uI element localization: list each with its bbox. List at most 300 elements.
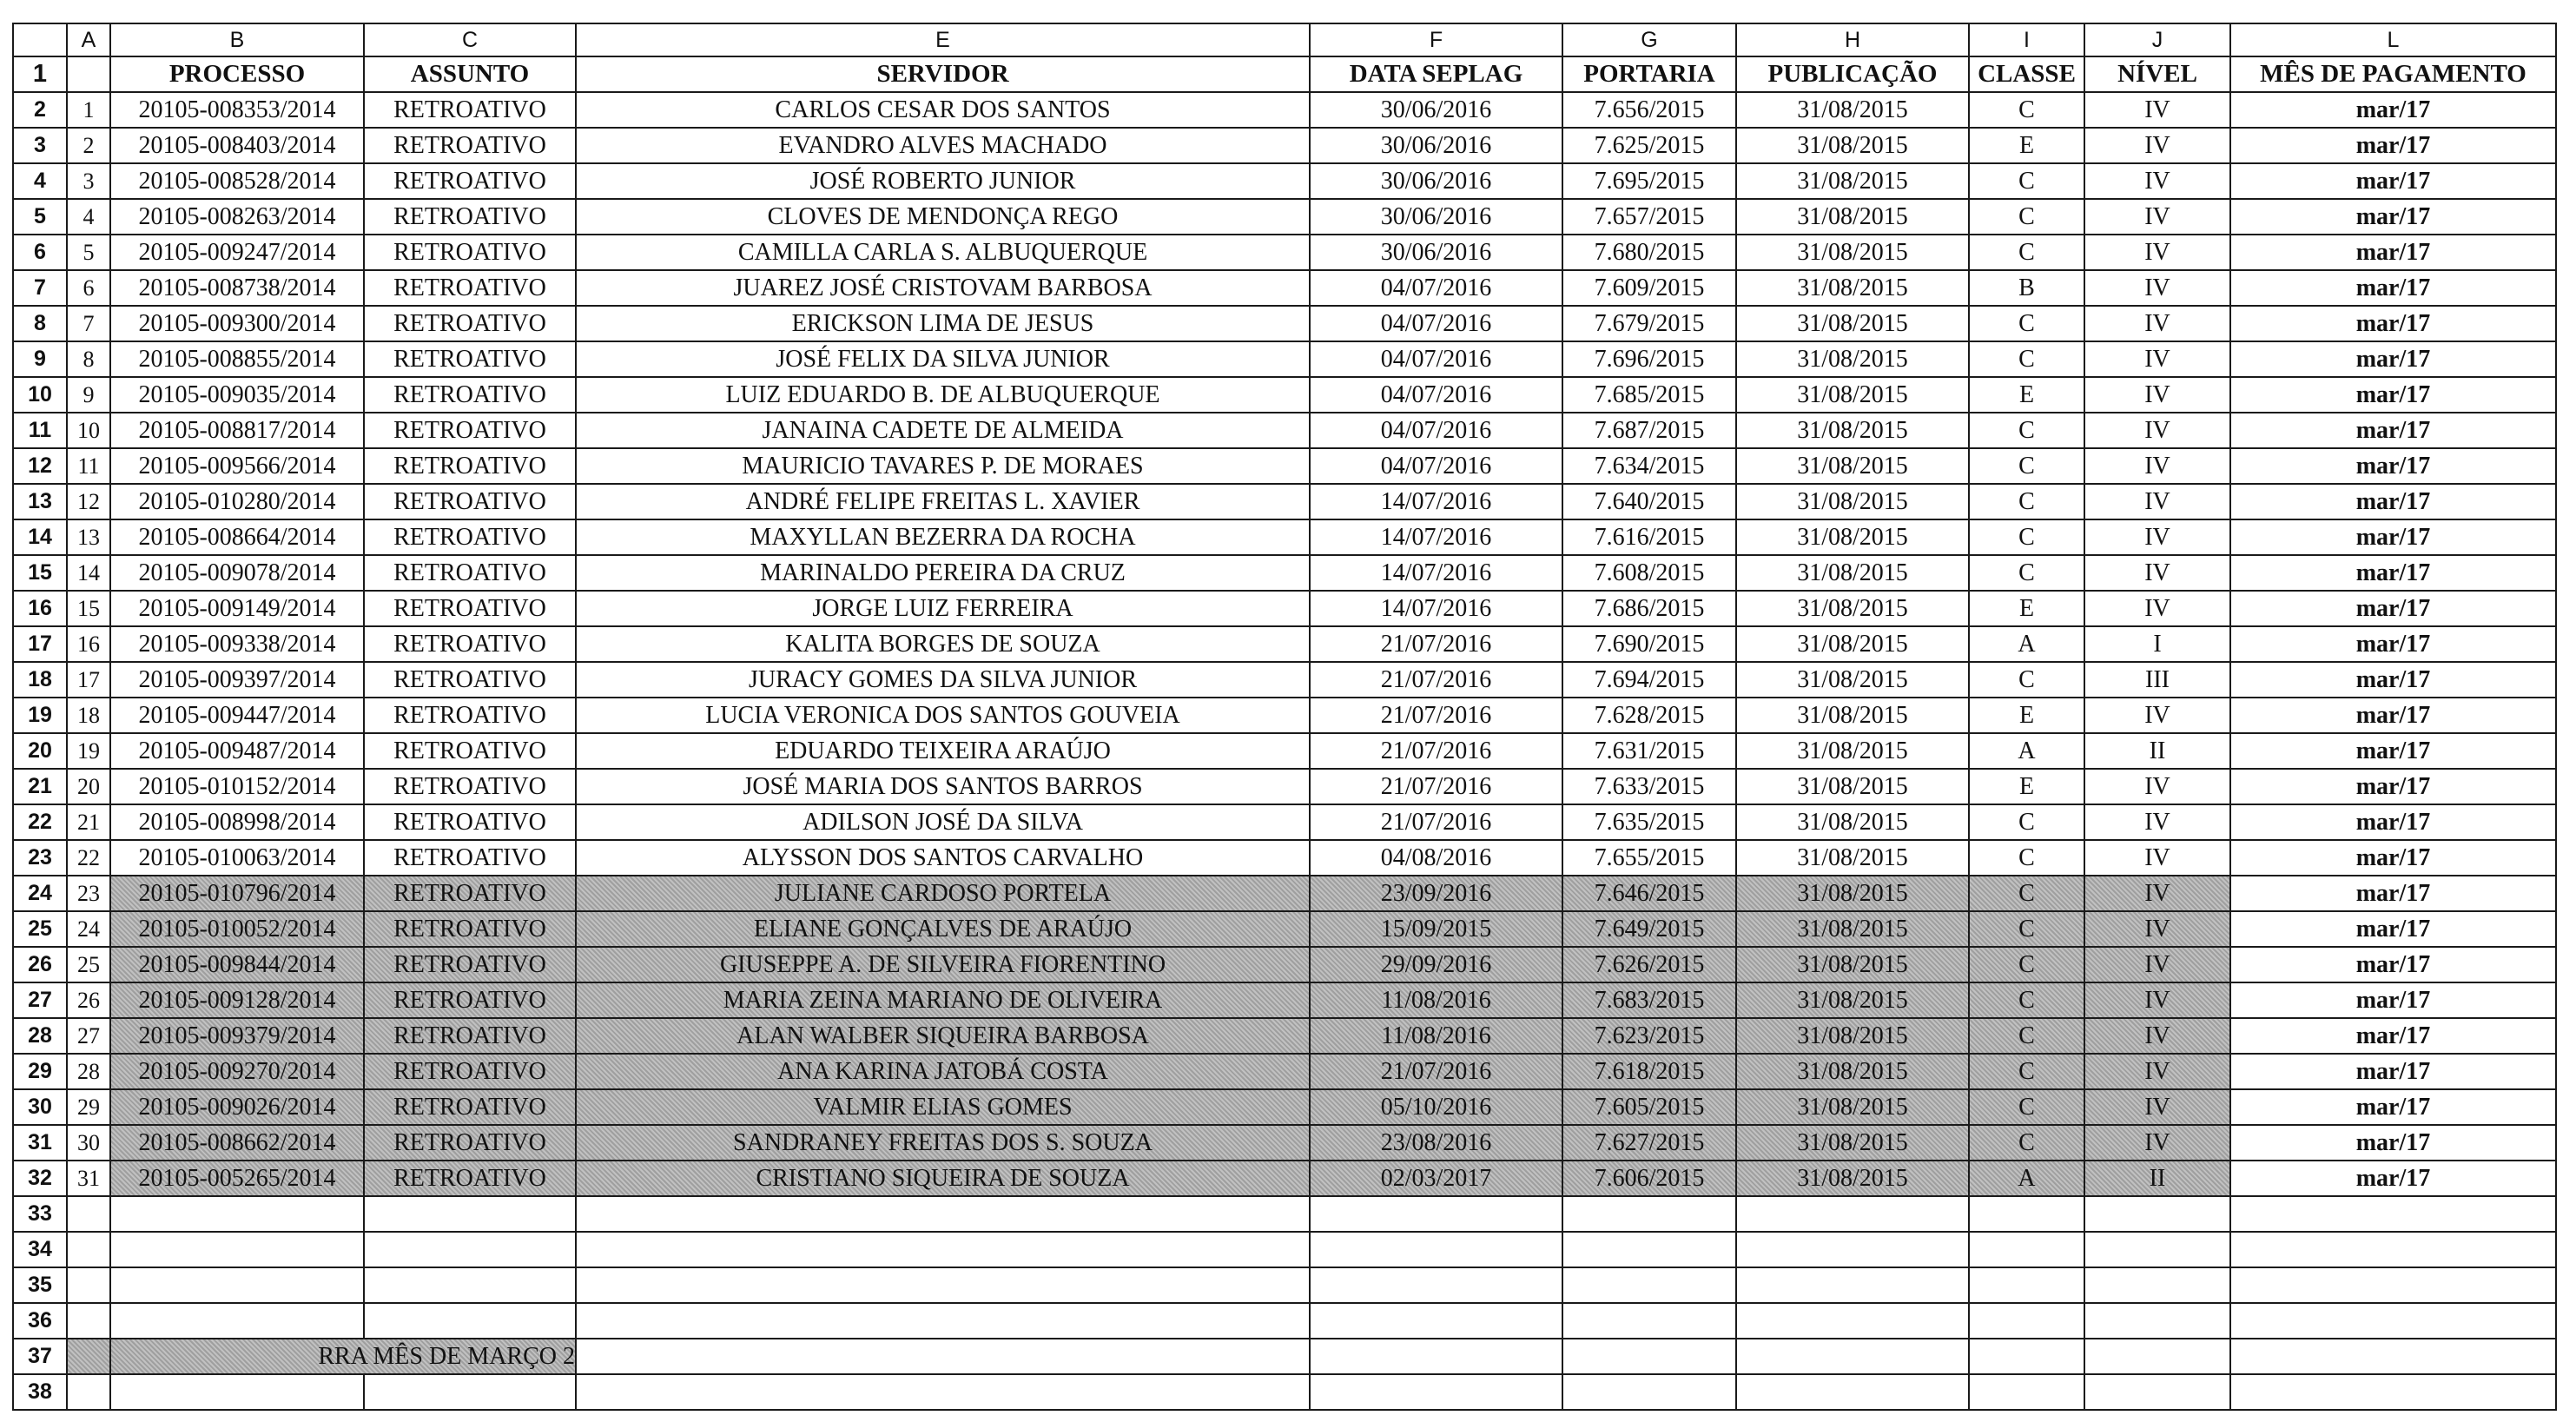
cell-assunto[interactable]: RETROATIVO (364, 733, 576, 769)
cell-data-seplag[interactable]: 21/07/2016 (1310, 804, 1562, 840)
cell-assunto[interactable]: RETROATIVO (364, 769, 576, 804)
cell-data-seplag[interactable]: 15/09/2015 (1310, 911, 1562, 947)
row-number[interactable]: 37 (13, 1339, 67, 1374)
cell-processo[interactable]: 20105-008855/2014 (110, 341, 364, 377)
cell-servidor[interactable]: JOSÉ MARIA DOS SANTOS BARROS (576, 769, 1310, 804)
cell-mes-pagamento[interactable]: mar/17 (2230, 270, 2556, 306)
cell-publicacao[interactable]: 31/08/2015 (1736, 982, 1969, 1018)
cell-servidor[interactable]: LUIZ EDUARDO B. DE ALBUQUERQUE (576, 377, 1310, 413)
cell-processo[interactable]: 20105-008263/2014 (110, 199, 364, 235)
cell-servidor[interactable]: JANAINA CADETE DE ALMEIDA (576, 413, 1310, 448)
cell-assunto[interactable]: RETROATIVO (364, 306, 576, 341)
cell-index[interactable]: 6 (67, 270, 110, 306)
cell[interactable] (1736, 1196, 1969, 1232)
row-number[interactable]: 11 (13, 413, 67, 448)
row-number[interactable]: 38 (13, 1374, 67, 1410)
cell-servidor[interactable]: LUCIA VERONICA DOS SANTOS GOUVEIA (576, 698, 1310, 733)
cell-index[interactable]: 1 (67, 92, 110, 128)
column-header-e[interactable]: E (576, 23, 1310, 56)
cell-portaria[interactable]: 7.625/2015 (1562, 128, 1736, 163)
cell-classe[interactable]: E (1969, 377, 2084, 413)
cell-nivel[interactable]: IV (2084, 591, 2230, 626)
cell[interactable] (2230, 1232, 2556, 1267)
cell-processo[interactable]: 20105-009397/2014 (110, 662, 364, 698)
cell-processo[interactable]: 20105-010796/2014 (110, 876, 364, 911)
cell-index[interactable]: 2 (67, 128, 110, 163)
cell-classe[interactable]: C (1969, 306, 2084, 341)
cell-portaria[interactable]: 7.634/2015 (1562, 448, 1736, 484)
cell-nivel[interactable]: IV (2084, 911, 2230, 947)
cell-processo[interactable]: 20105-008817/2014 (110, 413, 364, 448)
cell[interactable] (2084, 1196, 2230, 1232)
cell-index[interactable]: 27 (67, 1018, 110, 1054)
cell[interactable] (576, 1303, 1310, 1339)
header-nivel[interactable]: NÍVEL (2084, 56, 2230, 92)
cell-mes-pagamento[interactable]: mar/17 (2230, 876, 2556, 911)
column-header-b[interactable]: B (110, 23, 364, 56)
cell-data-seplag[interactable]: 21/07/2016 (1310, 626, 1562, 662)
cell-mes-pagamento[interactable]: mar/17 (2230, 341, 2556, 377)
cell-classe[interactable]: C (1969, 199, 2084, 235)
cell-classe[interactable]: C (1969, 840, 2084, 876)
row-number[interactable]: 26 (13, 947, 67, 982)
cell-portaria[interactable]: 7.656/2015 (1562, 92, 1736, 128)
row-number[interactable]: 19 (13, 698, 67, 733)
cell-publicacao[interactable]: 31/08/2015 (1736, 769, 1969, 804)
cell-servidor[interactable]: GIUSEPPE A. DE SILVEIRA FIORENTINO (576, 947, 1310, 982)
cell-portaria[interactable]: 7.640/2015 (1562, 484, 1736, 519)
cell[interactable] (576, 1339, 1310, 1374)
cell-data-seplag[interactable]: 21/07/2016 (1310, 769, 1562, 804)
cell-nivel[interactable]: II (2084, 1161, 2230, 1196)
cell-servidor[interactable]: KALITA BORGES DE SOUZA (576, 626, 1310, 662)
row-number[interactable]: 14 (13, 519, 67, 555)
column-header-j[interactable]: J (2084, 23, 2230, 56)
row-number[interactable]: 35 (13, 1267, 67, 1303)
cell-data-seplag[interactable]: 11/08/2016 (1310, 982, 1562, 1018)
cell-servidor[interactable]: ANA KARINA JATOBÁ COSTA (576, 1054, 1310, 1089)
cell[interactable] (1736, 1303, 1969, 1339)
cell-servidor[interactable]: CLOVES DE MENDONÇA REGO (576, 199, 1310, 235)
cell-processo[interactable]: 20105-010063/2014 (110, 840, 364, 876)
cell-mes-pagamento[interactable]: mar/17 (2230, 947, 2556, 982)
header-servidor[interactable]: SERVIDOR (576, 56, 1310, 92)
cell-mes-pagamento[interactable]: mar/17 (2230, 199, 2556, 235)
row-number[interactable]: 1 (13, 56, 67, 92)
cell-processo[interactable]: 20105-005265/2014 (110, 1161, 364, 1196)
select-all-corner[interactable] (13, 23, 67, 56)
cell-mes-pagamento[interactable]: mar/17 (2230, 911, 2556, 947)
cell-classe[interactable]: C (1969, 1054, 2084, 1089)
column-header-c[interactable]: C (364, 23, 576, 56)
cell-publicacao[interactable]: 31/08/2015 (1736, 235, 1969, 270)
cell-portaria[interactable]: 7.679/2015 (1562, 306, 1736, 341)
cell-nivel[interactable]: IV (2084, 982, 2230, 1018)
header-classe[interactable]: CLASSE (1969, 56, 2084, 92)
cell-servidor[interactable]: EDUARDO TEIXEIRA ARAÚJO (576, 733, 1310, 769)
cell-publicacao[interactable]: 31/08/2015 (1736, 626, 1969, 662)
cell-servidor[interactable]: MARINALDO PEREIRA DA CRUZ (576, 555, 1310, 591)
row-number[interactable]: 34 (13, 1232, 67, 1267)
cell-nivel[interactable]: III (2084, 662, 2230, 698)
cell[interactable] (576, 1232, 1310, 1267)
cell-assunto[interactable]: RETROATIVO (364, 235, 576, 270)
cell-publicacao[interactable]: 31/08/2015 (1736, 876, 1969, 911)
cell-publicacao[interactable]: 31/08/2015 (1736, 519, 1969, 555)
cell-data-seplag[interactable]: 21/07/2016 (1310, 662, 1562, 698)
cell-assunto[interactable]: RETROATIVO (364, 270, 576, 306)
cell-assunto[interactable]: RETROATIVO (364, 1018, 576, 1054)
cell-publicacao[interactable]: 31/08/2015 (1736, 484, 1969, 519)
cell-classe[interactable]: C (1969, 804, 2084, 840)
cell-portaria[interactable]: 7.687/2015 (1562, 413, 1736, 448)
header-assunto[interactable]: ASSUNTO (364, 56, 576, 92)
cell-data-seplag[interactable]: 04/07/2016 (1310, 270, 1562, 306)
cell-data-seplag[interactable]: 21/07/2016 (1310, 1054, 1562, 1089)
cell-mes-pagamento[interactable]: mar/17 (2230, 1018, 2556, 1054)
cell-nivel[interactable]: IV (2084, 448, 2230, 484)
column-header-f[interactable]: F (1310, 23, 1562, 56)
cell[interactable] (2230, 1196, 2556, 1232)
row-number[interactable]: 36 (13, 1303, 67, 1339)
cell-assunto[interactable]: RETROATIVO (364, 555, 576, 591)
cell-index[interactable]: 3 (67, 163, 110, 199)
cell[interactable] (364, 1196, 576, 1232)
cell-assunto[interactable]: RETROATIVO (364, 1054, 576, 1089)
cell[interactable] (110, 1267, 364, 1303)
cell-nivel[interactable]: IV (2084, 769, 2230, 804)
cell-mes-pagamento[interactable]: mar/17 (2230, 484, 2556, 519)
cell-assunto[interactable]: RETROATIVO (364, 911, 576, 947)
cell-classe[interactable]: C (1969, 163, 2084, 199)
cell-data-seplag[interactable]: 29/09/2016 (1310, 947, 1562, 982)
cell-processo[interactable]: 20105-009379/2014 (110, 1018, 364, 1054)
row-number[interactable]: 15 (13, 555, 67, 591)
cell-portaria[interactable]: 7.633/2015 (1562, 769, 1736, 804)
cell-data-seplag[interactable]: 11/08/2016 (1310, 1018, 1562, 1054)
cell-assunto[interactable]: RETROATIVO (364, 1125, 576, 1161)
cell-publicacao[interactable]: 31/08/2015 (1736, 377, 1969, 413)
cell-index[interactable]: 4 (67, 199, 110, 235)
cell-servidor[interactable]: MARIA ZEINA MARIANO DE OLIVEIRA (576, 982, 1310, 1018)
cell-portaria[interactable]: 7.626/2015 (1562, 947, 1736, 982)
cell-portaria[interactable]: 7.609/2015 (1562, 270, 1736, 306)
cell-nivel[interactable]: IV (2084, 1054, 2230, 1089)
cell-assunto[interactable]: RETROATIVO (364, 519, 576, 555)
cell-assunto[interactable]: RETROATIVO (364, 163, 576, 199)
cell-classe[interactable]: C (1969, 555, 2084, 591)
cell-data-seplag[interactable]: 02/03/2017 (1310, 1161, 1562, 1196)
cell-classe[interactable]: C (1969, 484, 2084, 519)
cell-servidor[interactable]: JURACY GOMES DA SILVA JUNIOR (576, 662, 1310, 698)
cell-publicacao[interactable]: 31/08/2015 (1736, 306, 1969, 341)
cell-servidor[interactable]: ERICKSON LIMA DE JESUS (576, 306, 1310, 341)
cell-mes-pagamento[interactable]: mar/17 (2230, 840, 2556, 876)
cell-mes-pagamento[interactable]: mar/17 (2230, 662, 2556, 698)
cell-index[interactable]: 28 (67, 1054, 110, 1089)
cell-nivel[interactable]: IV (2084, 128, 2230, 163)
column-header-a[interactable]: A (67, 23, 110, 56)
cell[interactable] (1969, 1339, 2084, 1374)
cell-index[interactable]: 31 (67, 1161, 110, 1196)
row-number[interactable]: 25 (13, 911, 67, 947)
cell-publicacao[interactable]: 31/08/2015 (1736, 448, 1969, 484)
cell-processo[interactable]: 20105-009149/2014 (110, 591, 364, 626)
cell-classe[interactable]: C (1969, 92, 2084, 128)
cell-processo[interactable]: 20105-009247/2014 (110, 235, 364, 270)
cell-servidor[interactable]: ALAN WALBER SIQUEIRA BARBOSA (576, 1018, 1310, 1054)
cell-publicacao[interactable]: 31/08/2015 (1736, 1018, 1969, 1054)
cell-nivel[interactable]: IV (2084, 519, 2230, 555)
cell-index[interactable]: 29 (67, 1089, 110, 1125)
cell-mes-pagamento[interactable]: mar/17 (2230, 413, 2556, 448)
cell-processo[interactable]: 20105-009128/2014 (110, 982, 364, 1018)
cell-classe[interactable]: C (1969, 876, 2084, 911)
cell-nivel[interactable]: IV (2084, 1018, 2230, 1054)
cell-mes-pagamento[interactable]: mar/17 (2230, 804, 2556, 840)
cell-assunto[interactable]: RETROATIVO (364, 484, 576, 519)
cell-nivel[interactable]: II (2084, 733, 2230, 769)
header-processo[interactable]: PROCESSO (110, 56, 364, 92)
cell-classe[interactable]: C (1969, 448, 2084, 484)
cell-data-seplag[interactable]: 30/06/2016 (1310, 128, 1562, 163)
cell-processo[interactable]: 20105-009338/2014 (110, 626, 364, 662)
cell[interactable] (67, 1303, 110, 1339)
cell-servidor[interactable]: CARLOS CESAR DOS SANTOS (576, 92, 1310, 128)
row-number[interactable]: 29 (13, 1054, 67, 1089)
cell-classe[interactable]: E (1969, 591, 2084, 626)
cell[interactable] (576, 1196, 1310, 1232)
cell-mes-pagamento[interactable]: mar/17 (2230, 163, 2556, 199)
cell-publicacao[interactable]: 31/08/2015 (1736, 199, 1969, 235)
cell-processo[interactable]: 20105-008353/2014 (110, 92, 364, 128)
cell-processo[interactable]: 20105-009035/2014 (110, 377, 364, 413)
cell-assunto[interactable]: RETROATIVO (364, 341, 576, 377)
cell-assunto[interactable]: RETROATIVO (364, 377, 576, 413)
row-number[interactable]: 16 (13, 591, 67, 626)
cell[interactable] (2084, 1374, 2230, 1410)
cell-publicacao[interactable]: 31/08/2015 (1736, 163, 1969, 199)
cell-data-seplag[interactable]: 30/06/2016 (1310, 92, 1562, 128)
cell-index[interactable]: 19 (67, 733, 110, 769)
cell-data-seplag[interactable]: 04/08/2016 (1310, 840, 1562, 876)
cell-nivel[interactable]: IV (2084, 1125, 2230, 1161)
cell-data-seplag[interactable]: 23/09/2016 (1310, 876, 1562, 911)
column-header-h[interactable]: H (1736, 23, 1969, 56)
row-number[interactable]: 3 (13, 128, 67, 163)
cell-publicacao[interactable]: 31/08/2015 (1736, 128, 1969, 163)
cell-nivel[interactable]: IV (2084, 270, 2230, 306)
cell-mes-pagamento[interactable]: mar/17 (2230, 982, 2556, 1018)
cell-classe[interactable]: A (1969, 733, 2084, 769)
cell-data-seplag[interactable]: 23/08/2016 (1310, 1125, 1562, 1161)
cell-servidor[interactable]: ELIANE GONÇALVES DE ARAÚJO (576, 911, 1310, 947)
cell[interactable] (110, 1303, 364, 1339)
cell-index[interactable]: 8 (67, 341, 110, 377)
cell-nivel[interactable]: IV (2084, 876, 2230, 911)
cell[interactable] (1310, 1267, 1562, 1303)
cell-classe[interactable]: A (1969, 626, 2084, 662)
cell[interactable] (1969, 1374, 2084, 1410)
cell-assunto[interactable]: RETROATIVO (364, 947, 576, 982)
cell-nivel[interactable]: IV (2084, 555, 2230, 591)
cell-servidor[interactable]: JORGE LUIZ FERREIRA (576, 591, 1310, 626)
cell-portaria[interactable]: 7.695/2015 (1562, 163, 1736, 199)
row-number[interactable]: 24 (13, 876, 67, 911)
cell[interactable] (2230, 1339, 2556, 1374)
cell-index[interactable]: 25 (67, 947, 110, 982)
cell-portaria[interactable]: 7.616/2015 (1562, 519, 1736, 555)
cell[interactable] (1736, 1339, 1969, 1374)
cell-servidor[interactable]: MAXYLLAN BEZERRA DA ROCHA (576, 519, 1310, 555)
cell-index[interactable]: 12 (67, 484, 110, 519)
cell-classe[interactable]: C (1969, 341, 2084, 377)
row-number[interactable]: 27 (13, 982, 67, 1018)
cell-mes-pagamento[interactable]: mar/17 (2230, 555, 2556, 591)
cell-processo[interactable]: 20105-008528/2014 (110, 163, 364, 199)
cell-portaria[interactable]: 7.680/2015 (1562, 235, 1736, 270)
cell-publicacao[interactable]: 31/08/2015 (1736, 662, 1969, 698)
cell[interactable] (1310, 1339, 1562, 1374)
cell-nivel[interactable]: IV (2084, 199, 2230, 235)
cell-portaria[interactable]: 7.690/2015 (1562, 626, 1736, 662)
cell[interactable] (67, 1374, 110, 1410)
cell-classe[interactable]: C (1969, 235, 2084, 270)
row-number[interactable]: 7 (13, 270, 67, 306)
cell-index[interactable]: 5 (67, 235, 110, 270)
cell[interactable] (1562, 1196, 1736, 1232)
cell-servidor[interactable]: MAURICIO TAVARES P. DE MORAES (576, 448, 1310, 484)
cell-publicacao[interactable]: 31/08/2015 (1736, 555, 1969, 591)
cell-data-seplag[interactable]: 14/07/2016 (1310, 519, 1562, 555)
cell-portaria[interactable]: 7.628/2015 (1562, 698, 1736, 733)
cell[interactable] (1969, 1267, 2084, 1303)
cell-publicacao[interactable]: 31/08/2015 (1736, 911, 1969, 947)
cell-publicacao[interactable]: 31/08/2015 (1736, 804, 1969, 840)
cell[interactable] (1736, 1267, 1969, 1303)
row-number[interactable]: 21 (13, 769, 67, 804)
cell-nivel[interactable]: IV (2084, 163, 2230, 199)
cell-servidor[interactable]: JOSÉ ROBERTO JUNIOR (576, 163, 1310, 199)
cell-assunto[interactable]: RETROATIVO (364, 626, 576, 662)
cell-portaria[interactable]: 7.608/2015 (1562, 555, 1736, 591)
cell-assunto[interactable]: RETROATIVO (364, 448, 576, 484)
cell-publicacao[interactable]: 31/08/2015 (1736, 591, 1969, 626)
cell-classe[interactable]: A (1969, 1161, 2084, 1196)
row-number[interactable]: 6 (13, 235, 67, 270)
row-number[interactable]: 23 (13, 840, 67, 876)
cell-portaria[interactable]: 7.685/2015 (1562, 377, 1736, 413)
cell-index[interactable]: 20 (67, 769, 110, 804)
cell-publicacao[interactable]: 31/08/2015 (1736, 733, 1969, 769)
cell[interactable] (2230, 1267, 2556, 1303)
cell-portaria[interactable]: 7.618/2015 (1562, 1054, 1736, 1089)
cell-mes-pagamento[interactable]: mar/17 (2230, 235, 2556, 270)
cell-publicacao[interactable]: 31/08/2015 (1736, 947, 1969, 982)
cell[interactable] (110, 1196, 364, 1232)
cell-classe[interactable]: C (1969, 1018, 2084, 1054)
cell[interactable] (110, 1232, 364, 1267)
cell[interactable] (2230, 1374, 2556, 1410)
cell-mes-pagamento[interactable]: mar/17 (2230, 1089, 2556, 1125)
cell-servidor[interactable]: ANDRÉ FELIPE FREITAS L. XAVIER (576, 484, 1310, 519)
cell-portaria[interactable]: 7.696/2015 (1562, 341, 1736, 377)
cell-data-seplag[interactable]: 30/06/2016 (1310, 163, 1562, 199)
cell[interactable] (1562, 1232, 1736, 1267)
cell-nivel[interactable]: IV (2084, 484, 2230, 519)
row-number[interactable]: 33 (13, 1196, 67, 1232)
row-number[interactable]: 5 (13, 199, 67, 235)
cell-processo[interactable]: 20105-010152/2014 (110, 769, 364, 804)
cell-mes-pagamento[interactable]: mar/17 (2230, 626, 2556, 662)
row-number[interactable]: 17 (13, 626, 67, 662)
cell-data-seplag[interactable]: 14/07/2016 (1310, 591, 1562, 626)
cell-mes-pagamento[interactable]: mar/17 (2230, 1125, 2556, 1161)
cell-portaria[interactable]: 7.649/2015 (1562, 911, 1736, 947)
cell-processo[interactable]: 20105-008998/2014 (110, 804, 364, 840)
cell-assunto[interactable]: RETROATIVO (364, 128, 576, 163)
cell-nivel[interactable]: IV (2084, 804, 2230, 840)
row-number[interactable]: 10 (13, 377, 67, 413)
cell[interactable] (1562, 1303, 1736, 1339)
cell-processo[interactable]: 20105-008662/2014 (110, 1125, 364, 1161)
cell-data-seplag[interactable]: 14/07/2016 (1310, 555, 1562, 591)
cell[interactable] (2084, 1339, 2230, 1374)
cell-index[interactable]: 17 (67, 662, 110, 698)
cell-assunto[interactable]: RETROATIVO (364, 982, 576, 1018)
cell[interactable] (364, 1232, 576, 1267)
header-cell-a[interactable] (67, 56, 110, 92)
row-number[interactable]: 28 (13, 1018, 67, 1054)
cell-mes-pagamento[interactable]: mar/17 (2230, 1161, 2556, 1196)
cell-classe[interactable]: C (1969, 662, 2084, 698)
cell-data-seplag[interactable]: 30/06/2016 (1310, 235, 1562, 270)
cell-data-seplag[interactable]: 04/07/2016 (1310, 377, 1562, 413)
cell[interactable] (1969, 1196, 2084, 1232)
cell-mes-pagamento[interactable]: mar/17 (2230, 698, 2556, 733)
column-header-l[interactable]: L (2230, 23, 2556, 56)
cell[interactable] (1969, 1232, 2084, 1267)
cell-publicacao[interactable]: 31/08/2015 (1736, 698, 1969, 733)
header-publicacao[interactable]: PUBLICAÇÃO (1736, 56, 1969, 92)
cell-processo[interactable]: 20105-010052/2014 (110, 911, 364, 947)
cell-data-seplag[interactable]: 04/07/2016 (1310, 448, 1562, 484)
cell-assunto[interactable]: RETROATIVO (364, 1089, 576, 1125)
cell-mes-pagamento[interactable]: mar/17 (2230, 377, 2556, 413)
cell-publicacao[interactable]: 31/08/2015 (1736, 1125, 1969, 1161)
row-number[interactable]: 12 (13, 448, 67, 484)
cell-data-seplag[interactable]: 14/07/2016 (1310, 484, 1562, 519)
cell-nivel[interactable]: IV (2084, 377, 2230, 413)
cell[interactable] (67, 1339, 110, 1374)
cell[interactable] (364, 1267, 576, 1303)
column-header-i[interactable]: I (1969, 23, 2084, 56)
row-number[interactable]: 31 (13, 1125, 67, 1161)
cell-index[interactable]: 26 (67, 982, 110, 1018)
cell-processo[interactable]: 20105-009487/2014 (110, 733, 364, 769)
cell-mes-pagamento[interactable]: mar/17 (2230, 1054, 2556, 1089)
cell-data-seplag[interactable]: 21/07/2016 (1310, 698, 1562, 733)
cell-index[interactable]: 9 (67, 377, 110, 413)
cell-portaria[interactable]: 7.686/2015 (1562, 591, 1736, 626)
cell-assunto[interactable]: RETROATIVO (364, 876, 576, 911)
cell[interactable] (1562, 1339, 1736, 1374)
cell-classe[interactable]: E (1969, 769, 2084, 804)
cell-assunto[interactable]: RETROATIVO (364, 662, 576, 698)
cell[interactable] (110, 1374, 364, 1410)
cell-publicacao[interactable]: 31/08/2015 (1736, 840, 1969, 876)
cell[interactable] (2084, 1303, 2230, 1339)
